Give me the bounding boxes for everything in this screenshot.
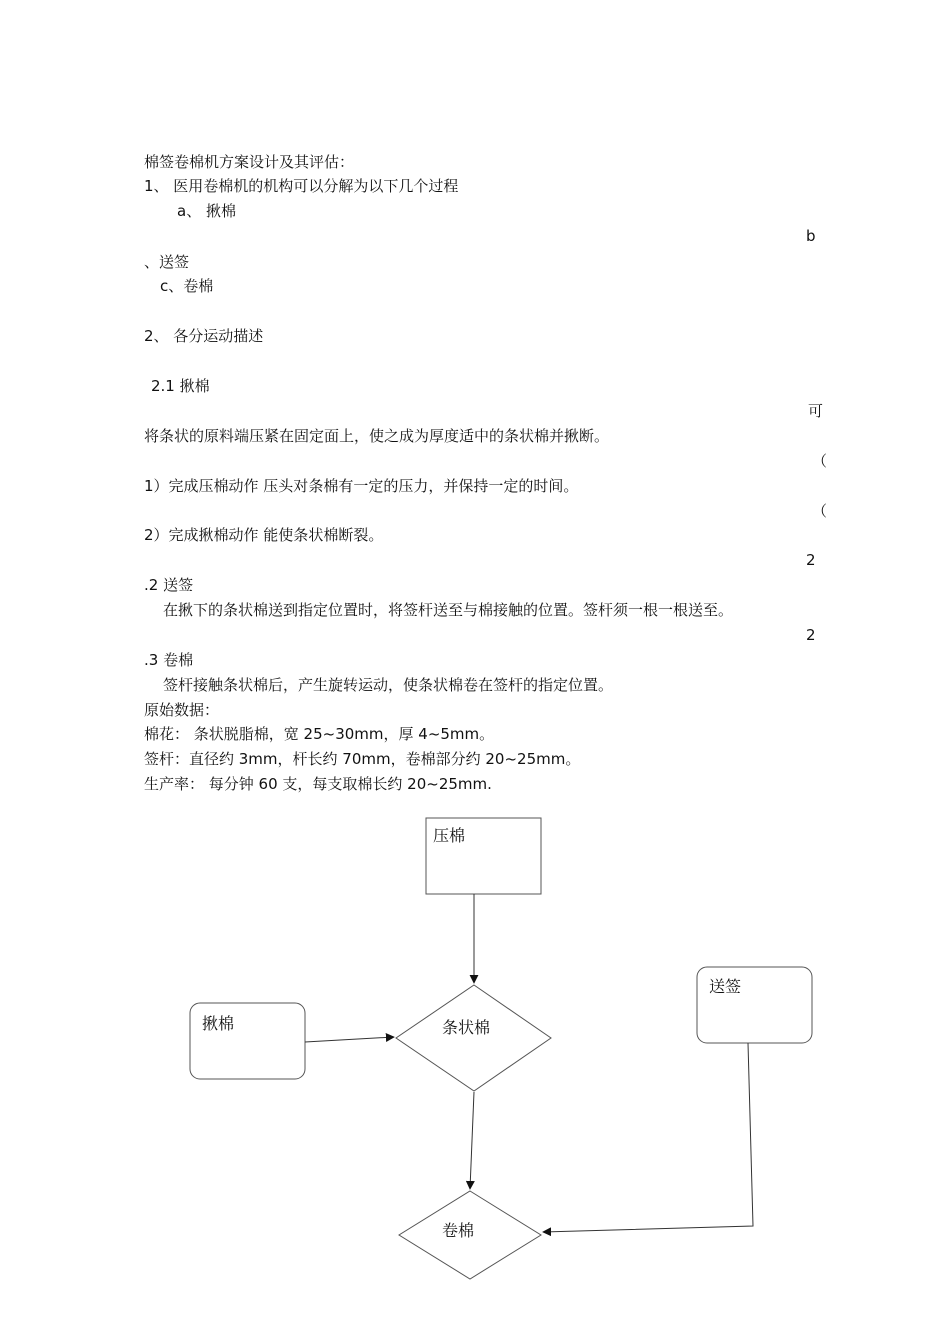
raw-data-rate: 生产率： 每分钟 60 支，每支取棉长约 20~25mm. xyxy=(144,775,492,793)
subsection-2-1-text: 将条状的原料端压紧在固定面上，使之成为厚度适中的条状棉并揪断。 xyxy=(144,427,610,445)
feed-box-label: 送签 xyxy=(709,977,742,996)
wrapped-fragment-paren-2: （ xyxy=(812,502,828,520)
raw-data-cotton: 棉花： 条状脱脂棉，宽 25~30mm，厚 4~5mm。 xyxy=(144,725,495,743)
raw-data-stick: 签杆：直径约 3mm，杆长约 70mm，卷棉部分约 20~25mm。 xyxy=(144,750,581,768)
section-2-heading: 2、 各分运动描述 xyxy=(144,327,264,345)
subsection-2-2-heading: .2 送签 xyxy=(144,576,194,594)
wrapped-fragment-paren-1: （ xyxy=(812,452,828,470)
process-item-c: c、卷棉 xyxy=(160,277,214,295)
process-item-a: a、 揪棉 xyxy=(177,202,236,220)
document-title: 棉签卷棉机方案设计及其评估： xyxy=(144,153,355,171)
wrapped-fragment-2a: 2 xyxy=(806,551,816,569)
roll-diamond-label: 卷棉 xyxy=(442,1221,475,1240)
process-item-b: 、送签 xyxy=(144,253,190,271)
strip-diamond-label: 条状棉 xyxy=(442,1018,491,1037)
subsection-2-3-heading: .3 卷棉 xyxy=(144,651,194,669)
wrapped-fragment-ke: 可 xyxy=(808,402,824,420)
strip-diamond xyxy=(396,985,551,1091)
section-1-heading: 1、 医用卷棉机的机构可以分解为以下几个过程 xyxy=(144,177,459,195)
wrapped-fragment-2b: 2 xyxy=(806,626,816,644)
step-2-text: 2）完成揪棉动作 能使条状棉断裂。 xyxy=(144,526,384,544)
pull-box-label: 揪棉 xyxy=(202,1014,235,1033)
subsection-2-3-text: 签杆接触条状棉后，产生旋转运动，使条状棉卷在签杆的指定位置。 xyxy=(163,676,614,694)
process-item-b-letter: b xyxy=(806,227,816,245)
arrow-strip-to-roll xyxy=(470,1092,474,1189)
press-box-label: 压棉 xyxy=(433,826,466,845)
arrow-pull-to-strip xyxy=(305,1037,394,1042)
raw-data-heading: 原始数据： xyxy=(144,701,220,719)
arrow-feed-to-roll xyxy=(543,1043,753,1232)
step-1-text: 1）完成压棉动作 压头对条棉有一定的压力，并保持一定的时间。 xyxy=(144,477,579,495)
subsection-2-2-text: 在揪下的条状棉送到指定位置时，将签杆送至与棉接触的位置。签杆须一根一根送至。 xyxy=(163,601,734,619)
subsection-2-1-heading: 2.1 揪棉 xyxy=(151,377,210,395)
